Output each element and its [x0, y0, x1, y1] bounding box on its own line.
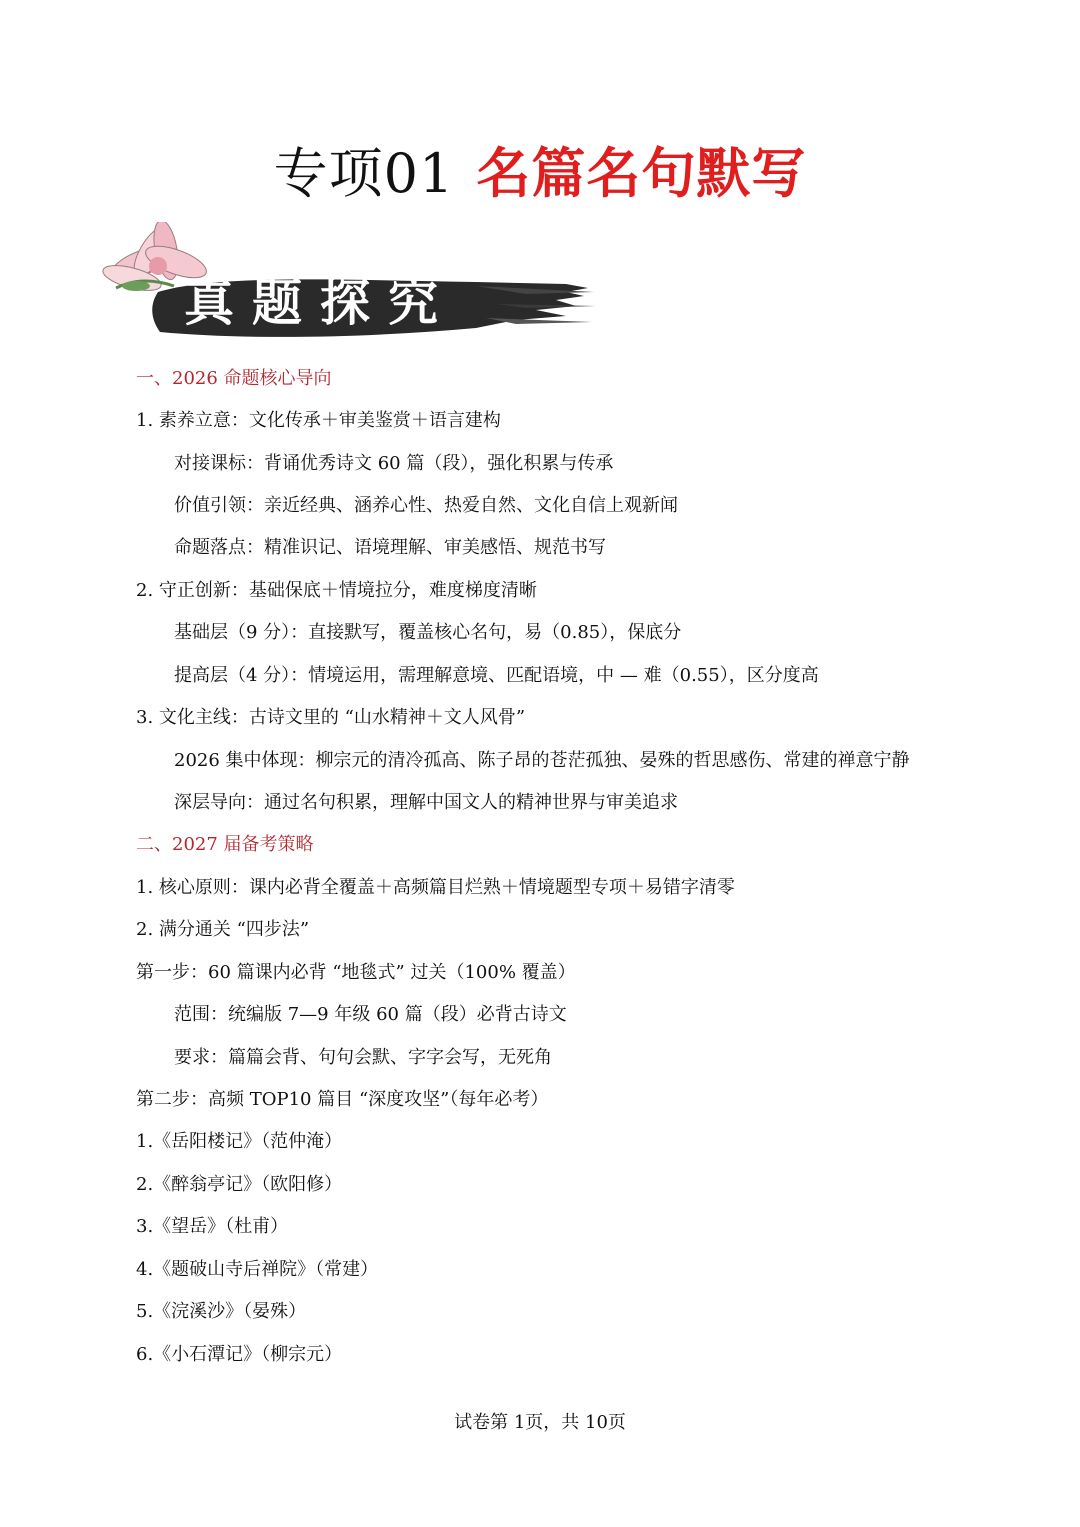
point-1: 1. 素养立意：文化传承＋审美鉴赏＋语言建构 — [136, 410, 501, 431]
page-title — [0, 138, 1080, 209]
list-item: 3.《望岳》（杜甫） — [136, 1216, 289, 1237]
step-1-item: 范围：统编版 7—9 年级 60 篇（段）必背古诗文 — [174, 1004, 567, 1025]
step-1-item: 要求：篇篇会背、句句会默、字字会写，无死角 — [174, 1047, 552, 1068]
step-1: 第一步：60 篇课内必背 “地毯式” 过关（100% 覆盖） — [136, 962, 576, 983]
point-3-item: 深层导向：通过名句积累，理解中国文人的精神世界与审美追求 — [174, 792, 678, 813]
banner-label: 真题探究 — [184, 274, 456, 332]
list-item: 1.《岳阳楼记》（范仲淹） — [136, 1131, 343, 1152]
title-accent: 名篇名句默写 — [476, 141, 807, 205]
list-item: 5.《浣溪沙》（晏殊） — [136, 1301, 307, 1322]
step-2: 第二步：高频 TOP10 篇目 “深度攻坚”（每年必考） — [136, 1089, 549, 1110]
point-3: 3. 文化主线：古诗文里的 “山水精神＋文人风骨” — [136, 707, 526, 728]
point-1-item: 价值引领：亲近经典、涵养心性、热爱自然、文化自信上观新闻 — [174, 495, 678, 516]
strategy-1: 1. 核心原则：课内必背全覆盖＋高频篇目烂熟＋情境题型专项＋易错字清零 — [136, 877, 735, 898]
point-3-item: 2026 集中体现：柳宗元的清冷孤高、陈子昂的苍茫孤独、晏殊的哲思感伤、常建的禅意宁静 — [174, 750, 910, 771]
page-footer: 试卷第 1页，共 10页 — [454, 1412, 626, 1433]
point-1-item: 命题落点：精准识记、语境理解、审美感悟、规范书写 — [174, 537, 606, 558]
point-2-item: 基础层（9 分）：直接默写，覆盖核心名句，易（0.85），保底分 — [174, 622, 682, 643]
title-prefix: 专项01 — [273, 142, 455, 205]
point-2-item: 提高层（4 分）：情境运用，需理解意境、匹配语境，中 — 难（0.55），区分度高 — [174, 665, 819, 686]
section-heading-2: 二、2027 届备考策略 — [136, 834, 314, 855]
list-item: 6.《小石潭记》（柳宗元） — [136, 1344, 343, 1365]
point-1-item: 对接课标：背诵优秀诗文 60 篇（段），强化积累与传承 — [174, 453, 614, 474]
section-banner — [96, 222, 596, 350]
list-item: 4.《题破山寺后禅院》（常建） — [136, 1259, 379, 1280]
point-2: 2. 守正创新：基础保底＋情境拉分，难度梯度清晰 — [136, 580, 537, 601]
section-heading-1: 一、2026 命题核心导向 — [136, 368, 332, 389]
list-item: 2.《醉翁亭记》（欧阳修） — [136, 1174, 343, 1195]
strategy-2: 2. 满分通关 “四步法” — [136, 919, 310, 940]
